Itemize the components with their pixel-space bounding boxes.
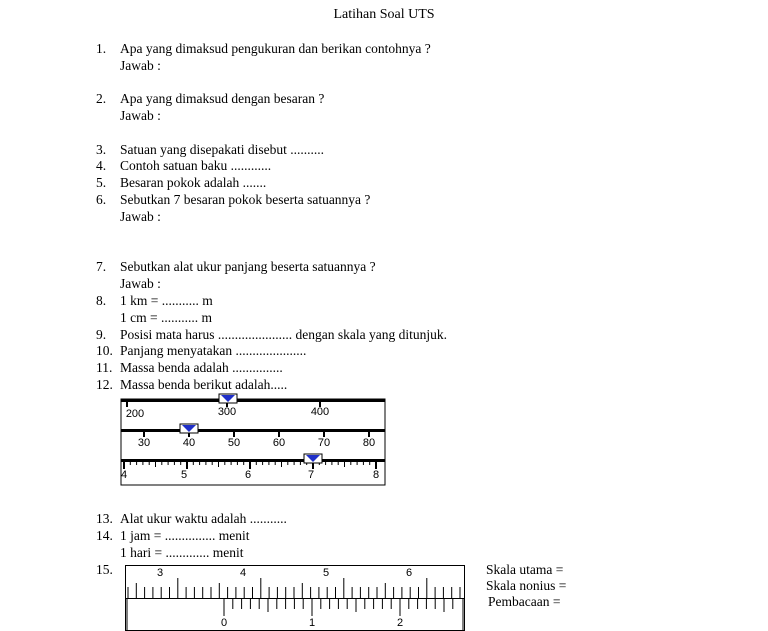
caliper-vernier-label: 0 xyxy=(220,617,228,629)
answer-label-1: Jawab : xyxy=(120,58,161,73)
question-7: 7. Sebutkan alat ukur panjang beserta satuannya ? xyxy=(96,259,376,274)
balance-rider-2 xyxy=(180,424,198,433)
balance-row3-label: 5 xyxy=(180,469,188,481)
balance-row1-label: 200 xyxy=(125,408,145,420)
answer-label-6: Jawab : xyxy=(120,209,161,224)
caliper-main-label: 4 xyxy=(239,567,247,579)
question-4: 4. Contoh satuan baku ............ xyxy=(96,158,272,173)
question-6: 6. Sebutkan 7 besaran pokok beserta satuannya ? xyxy=(96,192,371,207)
page-title: Latihan Soal UTS xyxy=(333,7,435,22)
balance-row3-label: 8 xyxy=(372,469,380,481)
balance-row1-label: 300 xyxy=(217,406,237,418)
question-1: 1. Apa yang dimaksud pengukuran dan berikan contohnya ? xyxy=(96,41,431,56)
question-5: 5. Besaran pokok adalah ....... xyxy=(96,175,267,190)
balance-row2-label: 70 xyxy=(317,437,331,449)
balance-row3-label: 6 xyxy=(244,469,252,481)
question-8-cm: 1 cm = ........... m xyxy=(120,310,212,325)
caliper-main-label: 5 xyxy=(322,567,330,579)
balance-row2-label: 40 xyxy=(182,437,196,449)
question-13: 13. Alat ukur waktu adalah ........... xyxy=(96,511,287,526)
vernier-caliper xyxy=(125,565,467,631)
triple-beam-balance xyxy=(120,393,388,489)
balance-row3-label: 4 xyxy=(120,469,128,481)
caliper-vernier-label: 2 xyxy=(396,617,404,629)
balance-row1-label: 400 xyxy=(310,406,330,418)
balance-row2-label: 80 xyxy=(362,437,376,449)
caliper-vernier-label: 1 xyxy=(308,617,316,629)
balance-row2-label: 50 xyxy=(227,437,241,449)
question-12: 12. Massa benda berikut adalah..... xyxy=(96,377,288,392)
question-3: 3. Satuan yang disepakati disebut .......... xyxy=(96,142,324,157)
skala-utama-label: Skala utama = xyxy=(486,562,564,577)
balance-row2-label: 60 xyxy=(272,437,286,449)
question-11: 11. Massa benda adalah ............... xyxy=(96,360,283,375)
caliper-main-label: 3 xyxy=(156,567,164,579)
caliper-main-label: 6 xyxy=(405,567,413,579)
question-10: 10. Panjang menyatakan ..................... xyxy=(96,343,307,358)
answer-label-2: Jawab : xyxy=(120,108,161,123)
balance-rider-1 xyxy=(219,394,237,403)
question-2: 2. Apa yang dimaksud dengan besaran ? xyxy=(96,91,325,106)
question-14-hari: 1 hari = ............. menit xyxy=(120,545,244,560)
question-14: 14. 1 jam = ............... menit xyxy=(96,528,250,543)
balance-row2-label: 30 xyxy=(137,437,151,449)
answer-label-7: Jawab : xyxy=(120,276,161,291)
skala-nonius-label: Skala nonius = xyxy=(486,578,567,593)
question-15: 15. xyxy=(96,562,113,577)
balance-row3-label: 7 xyxy=(307,469,315,481)
pembacaan-label: Pembacaan = xyxy=(488,594,561,609)
question-8: 8. 1 km = ........... m xyxy=(96,293,213,308)
question-9: 9. Posisi mata harus ...................... dengan skala yang ditunjuk. xyxy=(96,327,447,342)
balance-rider-3 xyxy=(304,454,322,463)
